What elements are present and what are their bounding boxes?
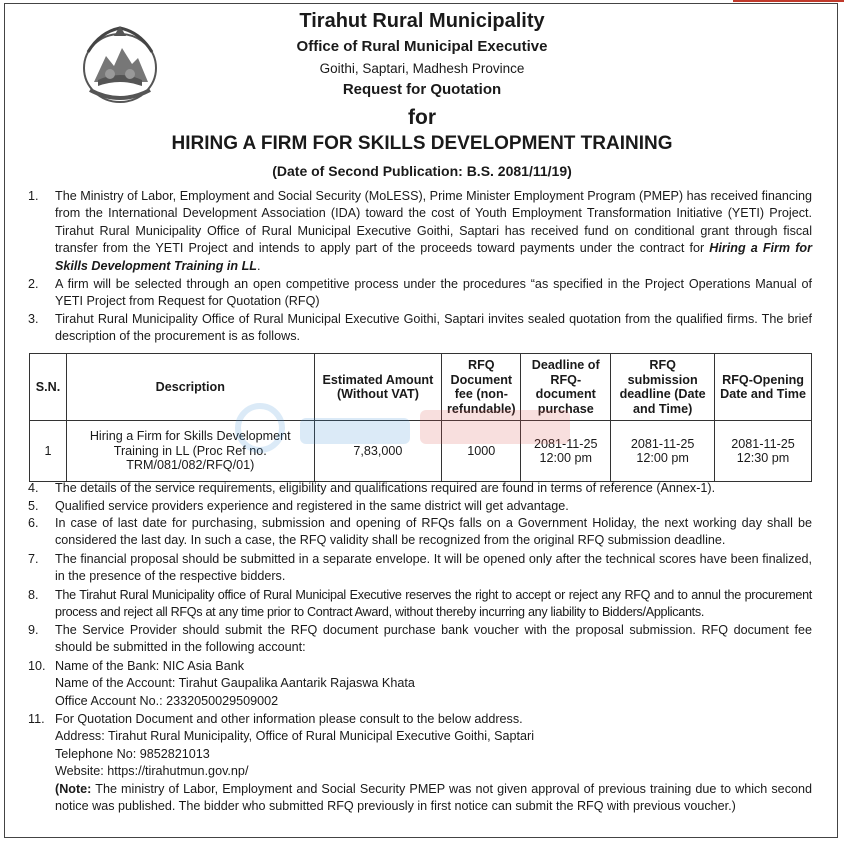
list-text: The Service Provider should submit the RFQ document purchase bank voucher with the proposal submission. RFQ document fee should be submitted in the following account: [55, 623, 812, 655]
note-text: The ministry of Labor, Employment and Social Security PMEP was not given approval of previous training due to which second notice was published. The bidder who submitted RFQ previously in first notice can submit the RFQ with previous voucher.) [55, 781, 812, 814]
top-accent-line [733, 0, 844, 2]
list-text: The financial proposal should be submitted in a separate envelope. It will be opened only after the technical scores have been finalized, in the presence of the respective bidders. [55, 552, 812, 584]
list-item-10: 10. Name of the Bank: NIC Asia Bank Name of the Account: Tirahut Gaupalika Aantarik Rajaswa Khata Office Account No.: 2332050029509002 [30, 658, 812, 710]
list-text: The Ministry of Labor, Employment and Social Security (MoLESS), Prime Minister Employment Program (PMEP) has received financing from the International Development Association (IDA) toward the cost of Youth Employment Transformation Initiative (YETI) Project. Tirahut Rural Municipality Office of Rural Municipal Executive Goithi, Saptari has received fund on conditional grant through fiscal transfer from the YETI Project and intends to apply part of the proceeds toward payments under the contract for [55, 189, 812, 256]
office-location: Goithi, Saptari, Madhesh Province [319, 61, 525, 76]
list-item-7: 7. The financial proposal should be submitted in a separate envelope. It will be opened only after the technical scores have been finalized, in the presence of the respective bidders. [30, 551, 812, 586]
list-text: Qualified service providers experience and registered in the same district will get advantage. [55, 499, 569, 513]
list-text: In case of last date for purchasing, submission and opening of RFQs falls on a Government Holiday, the next working day shall be considered the last day. In such a case, the RFQ validity shall be recognized from the original RFQ submission deadline. [55, 516, 812, 548]
column-header: Deadline of RFQ-document purchase [521, 354, 611, 421]
bank-name: Name of the Bank: NIC Asia Bank [55, 659, 244, 673]
procurement-table [29, 353, 812, 482]
column-header: Description [66, 354, 314, 421]
table-cell: 2081-11-25 12:00 pm [521, 421, 611, 482]
office-name: Office of Rural Municipal Executive [296, 38, 548, 55]
list-item-9: 9. The Service Provider should submit the RFQ document purchase bank voucher with the proposal submission. RFQ document fee should be submitted in the following account: [30, 622, 812, 657]
column-header: Estimated Amount (Without VAT) [314, 354, 442, 421]
table-cell: 2081-11-25 12:30 pm [715, 421, 812, 482]
list-item-2: 2. A firm will be selected through an open competitive process under the procedures “as specified in the Project Operations Manual of YETI Project from Request for Quotation (RFQ) [30, 276, 812, 311]
contact-telephone: Telephone No: 9852821013 [55, 746, 210, 761]
contact-intro: For Quotation Document and other information please consult to the below address. [55, 712, 523, 726]
table-cell: 7,83,000 [314, 421, 442, 482]
document-type: Request for Quotation [342, 81, 502, 98]
list-item-4: 4. The details of the service requirements, eligibility and qualifications required are found in terms of reference (Annex-1). [30, 480, 812, 497]
list-item-8: 8. The Tirahut Rural Municipality office of Rural Municipal Executive reserves the right to accept or reject any RFQ and to annul the procurement process and reject all RFQs at any time prior to Contract Award, without thereby incurring any liability to Bidders/Applicants. [30, 587, 812, 622]
list-item-11: 11. For Quotation Document and other information please consult to the below address. Address: Tirahut Rural Municipality, Office of Rural Municipal Executive Goithi, Saptari Telephone No: 9852821013 Website: https://tirahutmun.gov.np/ (Note: The ministry of Labor, Employment and Social Security PMEP was not given approval of previous training due to which second notice was published. The bidder who submitted RFQ previously in first notice can submit the RFQ with previous voucher.) [30, 711, 812, 815]
contact-address: Address: Tirahut Rural Municipality, Office of Rural Municipal Executive Goithi, Saptari [55, 729, 534, 744]
list-item-5: 5. Qualified service providers experience and registered in the same district will get advantage. [30, 498, 812, 515]
list-number: 1. [28, 189, 39, 203]
column-header: RFQ submission deadline (Date and Time) [611, 354, 715, 421]
municipality-name: Tirahut Rural Municipality [299, 10, 545, 32]
list-text: The details of the service requirements, eligibility and qualifications required are found in terms of reference (Annex-1). [55, 481, 716, 495]
publication-date: (Date of Second Publication: B.S. 2081/11/19) [272, 163, 572, 179]
list-item-1: 1. The Ministry of Labor, Employment and Social Security (MoLESS), Prime Minister Employment Program (PMEP) has received financing from the International Development Association (IDA) toward the cost of Youth Employment Transformation Initiative (YETI) Project. Tirahut Rural Municipality Office of Rural Municipal Executive Goithi, Saptari has received fund on conditional grant through fiscal transfer from the YETI Project and intends to apply part of the proceeds toward payments under the contract for Hiring a Firm for Skills Development Training in LL. [28, 189, 812, 273]
list-text: Tirahut Rural Municipality Office of Rural Municipal Executive Goithi, Saptari invites sealed quotation from the qualified firms. The brief description of the procurement is as follows. [55, 312, 812, 344]
note-label: (Note: [55, 781, 92, 796]
contact-website: Website: https://tirahutmun.gov.np/ [55, 764, 249, 779]
table-cell: 2081-11-25 12:00 pm [611, 421, 715, 482]
column-header: RFQ-Opening Date and Time [715, 354, 812, 421]
list-text: A firm will be selected through an open competitive process under the procedures “as specified in the Project Operations Manual of YETI Project from Request for Quotation (RFQ) [55, 277, 812, 309]
column-header: RFQ Document fee (non-refundable) [442, 354, 521, 421]
table-row [30, 421, 812, 482]
list-text: The Tirahut Rural Municipality office of Rural Municipal Executive reserves the right to accept or reject any RFQ and to annul the procurement process and reject all RFQs at any time prior to Contract Award, without thereby incurring any liability to Bidders/Applicants. [55, 588, 812, 620]
account-name: Name of the Account: Tirahut Gaupalika Aantarik Rajaswa Khata [55, 676, 415, 691]
notice-title: HIRING A FIRM FOR SKILLS DEVELOPMENT TRAINING [171, 133, 673, 154]
table-header-row [30, 354, 812, 421]
for-text: for [408, 106, 436, 129]
table-cell: Hiring a Firm for Skills Development Training in LL (Proc Ref no. TRM/081/082/RFQ/01) [66, 421, 314, 482]
table-cell: 1000 [442, 421, 521, 482]
list-item-6: 6. In case of last date for purchasing, submission and opening of RFQs falls on a Government Holiday, the next working day shall be considered the last day. In such a case, the RFQ validity shall be recognized from the original RFQ submission deadline. [30, 515, 812, 550]
column-header: S.N. [30, 354, 67, 421]
government-emblem-icon [80, 22, 160, 106]
table-cell: 1 [30, 421, 67, 482]
notice-note [55, 781, 812, 816]
list-item-3: 3. Tirahut Rural Municipality Office of Rural Municipal Executive Goithi, Saptari invites sealed quotation from the qualified firms. The brief description of the procurement is as follows. [30, 311, 812, 346]
account-number: Office Account No.: 2332050029509002 [55, 693, 279, 708]
project-name: Hiring a Firm for Skills Development Training in LL [55, 241, 812, 273]
